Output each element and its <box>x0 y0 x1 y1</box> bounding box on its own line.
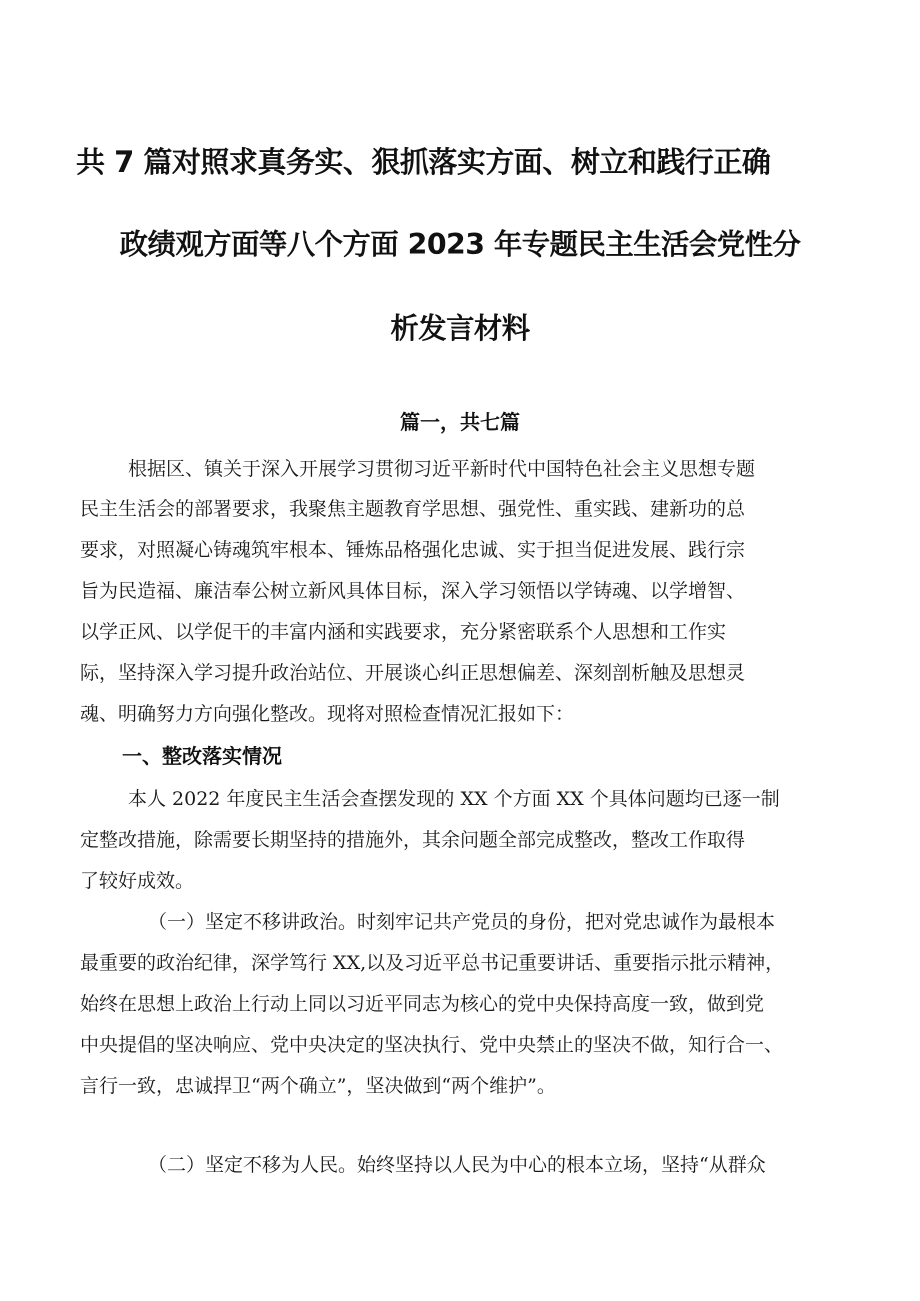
intro-line: 要求，对照凝心铸魂筑牢根本、锤炼品格强化忠诚、实于担当促进发展、践行宗 <box>80 539 746 561</box>
section-subtitle: 篇一，共七篇 <box>400 410 520 434</box>
item-line: 最重要的政治纪律，深学笃行 XX,以及习近平总书记重要讲话、重要指示批示精神， <box>80 952 785 974</box>
section-heading: 一、整改落实情况 <box>122 744 282 768</box>
document-title-line-2: 政绩观方面等八个方面 2023 年专题民主生活会党性分 <box>119 228 801 261</box>
intro-line: 旨为民造福、廉洁奉公树立新风具体目标，深入学习领悟以学铸魂、以学增智、 <box>80 580 746 602</box>
intro-line: 民主生活会的部署要求，我聚焦主题教育学思想、强党性、重实践、建新功的总 <box>80 498 746 520</box>
item-line: 始终在思想上政治上行动上同以习近平同志为核心的党中央保持高度一致，做到党 <box>80 993 765 1015</box>
item-line: （一）坚定不移讲政治。时刻牢记共产党员的身份，把对党忠诚作为最根本 <box>148 911 776 933</box>
intro-line: 魂、明确努力方向强化整改。现将对照检查情况汇报如下： <box>80 703 575 725</box>
intro-line: 以学正风、以学促干的丰富内涵和实践要求，充分紧密联系个人思想和工作实 <box>80 621 727 643</box>
intro-line: 际，坚持深入学习提升政治站位、开展谈心纠正思想偏差、深刻剖析触及思想灵 <box>80 662 746 684</box>
section-line: 了较好成效。 <box>80 870 195 892</box>
intro-line: 根据区、镇关于深入开展学习贯彻习近平新时代中国特色社会主义思想专题 <box>128 458 756 480</box>
item-line: 言行一致，忠诚捍卫“两个确立”，坚决做到“两个维护”。 <box>80 1075 556 1097</box>
section-line: 定整改措施，除需要长期坚持的措施外，其余问题全部完成整改，整改工作取得 <box>80 829 746 851</box>
item-line: （二）坚定不移为人民。始终坚持以人民为中心的根本立场，坚持“从群众 <box>148 1154 766 1176</box>
document-title-line-1: 共 7 篇对照求真务实、狠抓落实方面、树立和践行正确 <box>76 145 771 179</box>
document-title-line-3: 析发言材料 <box>390 312 530 345</box>
section-line: 本人 2022 年度民主生活会查摆发现的 XX 个方面 XX 个具体问题均已逐一制 <box>128 788 780 810</box>
item-line: 中央提倡的坚决响应、党中央决定的坚决执行、党中央禁止的坚决不做，知行合一、 <box>80 1034 784 1056</box>
